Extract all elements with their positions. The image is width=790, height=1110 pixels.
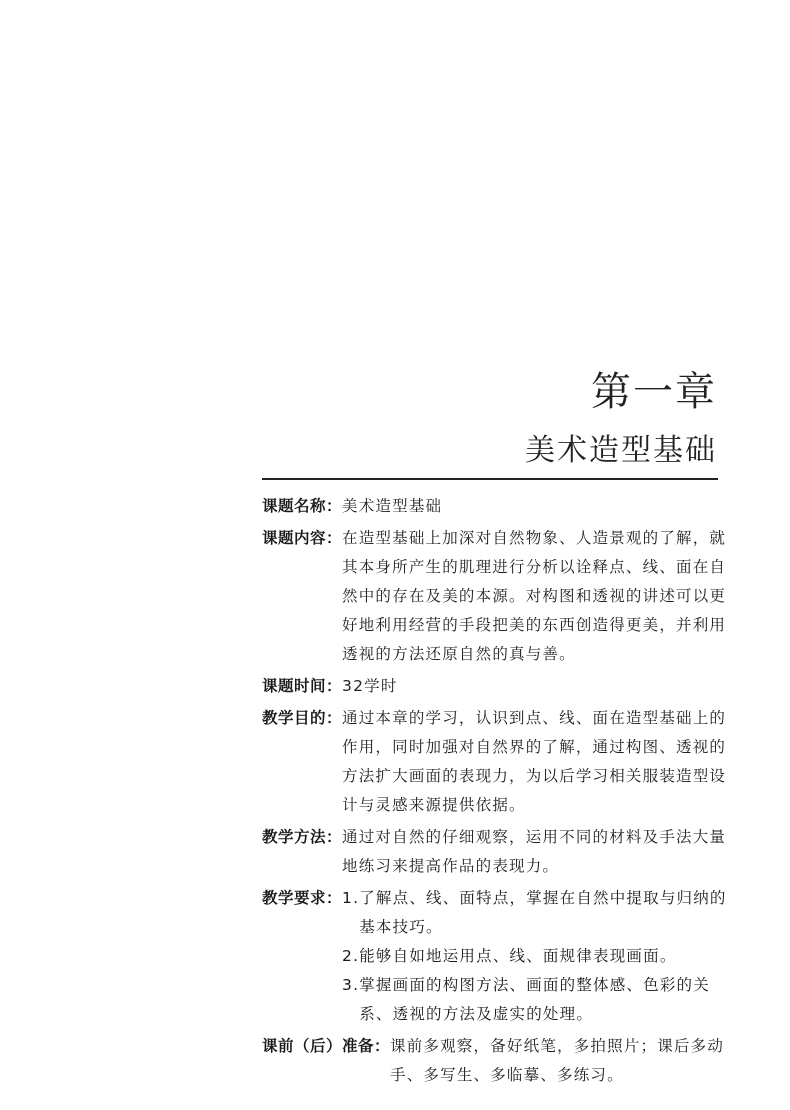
course-content-row (262, 524, 732, 669)
course-content-label: 课题内容： (262, 529, 343, 547)
teaching-purpose-value: 通过本章的学习，认识到点、线、面在造型基础上的作用，同时加强对自然界的了解，通过构图、透视的方法扩大画面的表现力，为以后学习相关服装造型设计与灵感来源提供依据。 (342, 709, 727, 814)
teaching-requirements-row (262, 884, 732, 1029)
preparation-value: 课前多观察，备好纸笔，多拍照片；课后多动手、多写生、多临摹、多练习。 (390, 1037, 725, 1084)
teaching-method-value: 通过对自然的仔细观察，运用不同的材料及手法大量地练习来提高作品的表现力。 (342, 828, 727, 875)
requirements-list (342, 884, 732, 1029)
chapter-number: 第一章 (591, 369, 717, 415)
requirement-item (342, 971, 732, 1029)
requirement-item (342, 942, 732, 971)
teaching-method-row (262, 823, 732, 881)
course-name-label: 课题名称： (262, 497, 343, 515)
requirement-number: 2. (342, 947, 360, 965)
course-time-row (262, 672, 732, 701)
teaching-method-label: 教学方法： (262, 828, 343, 846)
course-name-row (262, 492, 732, 521)
title-divider (262, 478, 718, 480)
requirement-text: 能够自如地运用点、线、面规律表现画面。 (359, 947, 677, 965)
teaching-purpose-label: 教学目的： (262, 709, 343, 727)
teaching-requirements-label: 教学要求： (262, 889, 343, 907)
preparation-row (262, 1032, 732, 1090)
requirement-text: 了解点、线、面特点，掌握在自然中提取与归纳的基本技巧。 (359, 889, 727, 936)
course-content-value: 在造型基础上加深对自然物象、人造景观的了解，就其本身所产生的肌理进行分析以诠释点、线、面在自然中的存在及美的本源。对构图和透视的讲述可以更好地利用经营的手段把美的东西创造得更美，并利用透视的方法还原自然的真与善。 (342, 529, 727, 663)
teaching-purpose-row (262, 704, 732, 820)
preparation-label: 课前（后）准备： (262, 1037, 391, 1055)
requirement-number: 3. (342, 976, 360, 994)
course-name-value: 美术造型基础 (342, 497, 443, 515)
chapter-title: 美术造型基础 (525, 433, 717, 468)
requirement-text: 掌握画面的构图方法、画面的整体感、色彩的关系、透视的方法及虚实的处理。 (359, 976, 710, 1023)
course-time-label: 课题时间： (262, 677, 343, 695)
course-time-value: 32学时 (342, 677, 398, 695)
course-info (262, 492, 732, 1093)
requirement-number: 1. (342, 889, 360, 907)
requirement-item (342, 884, 732, 942)
